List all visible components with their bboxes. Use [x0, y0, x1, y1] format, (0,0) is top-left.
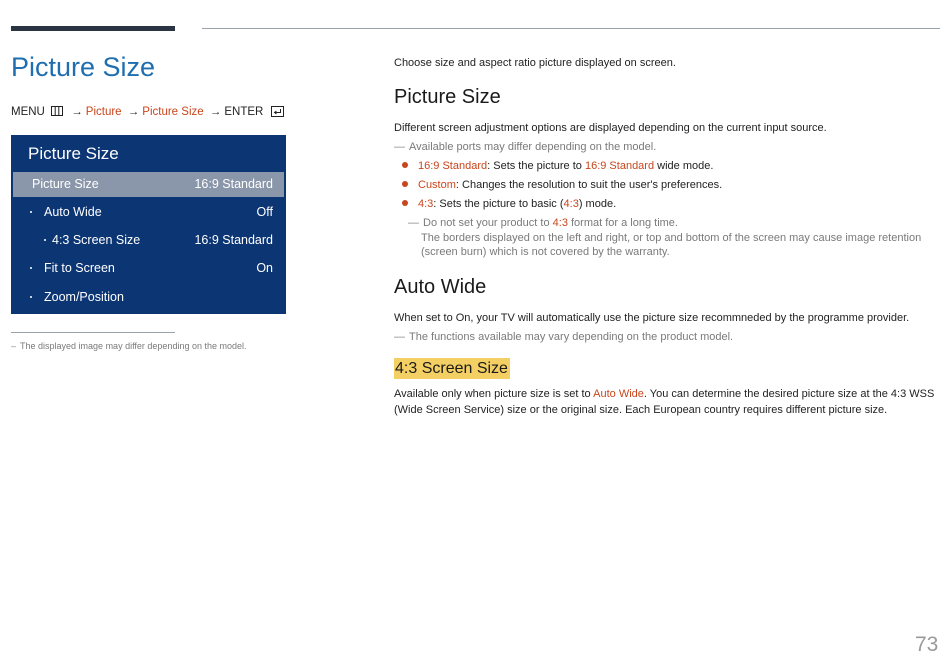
- section-heading-auto-wide: Auto Wide: [394, 276, 487, 298]
- section-heading-picture-size: Picture Size: [394, 86, 501, 108]
- term: 16:9 Standard: [584, 160, 655, 172]
- term: 4:3: [563, 198, 579, 210]
- osd-menu-panel: [11, 135, 286, 314]
- breadcrumb-picture: Picture: [85, 106, 122, 118]
- osd-item-label: Auto Wide: [44, 205, 102, 219]
- page-number: 73: [915, 633, 939, 656]
- top-accent-bar: [11, 26, 175, 31]
- osd-title: Picture Size: [28, 144, 119, 163]
- footnote-divider: [11, 332, 175, 333]
- breadcrumb-arrow: →: [209, 106, 222, 118]
- section-heading-4-3-screen-size: 4:3 Screen Size: [395, 360, 508, 377]
- osd-item-zoom-position[interactable]: [11, 285, 286, 310]
- section-desc: [394, 386, 942, 418]
- bullet-dot-icon: [30, 296, 32, 298]
- bullet-icon: [402, 181, 408, 187]
- breadcrumb-arrow: →: [127, 106, 140, 118]
- section-note: — Available ports may differ depending on the model.: [394, 141, 657, 153]
- bullet-dot-icon: [30, 211, 32, 213]
- bullet-dot-icon: [30, 267, 32, 269]
- section-note: — The functions available may vary depending on the product model.: [394, 331, 734, 343]
- osd-item-4-3-screen-size[interactable]: [11, 228, 286, 253]
- enter-icon: [271, 106, 284, 117]
- term: 4:3: [552, 217, 568, 229]
- bullet-item: [418, 177, 938, 193]
- warning-note-detail: The borders displayed on the left and right, or top and bottom of the screen may cause image retention (screen burn) which is not covered by the warranty.: [421, 232, 922, 258]
- top-divider: [202, 28, 940, 29]
- term: 4:3: [418, 198, 434, 210]
- bullet-text: : Sets the picture to: [487, 160, 585, 172]
- bullet-item: [418, 196, 938, 212]
- osd-item-label: Picture Size: [32, 177, 99, 191]
- breadcrumb: [11, 106, 284, 118]
- note-text: Available ports may differ depending on the model.: [409, 141, 657, 153]
- bullet-text: ) mode.: [578, 198, 617, 210]
- footnote: – The displayed image may differ depending on the model.: [11, 341, 247, 351]
- breadcrumb-menu: MENU: [11, 106, 45, 118]
- note-text: Do not set your product to: [423, 217, 553, 229]
- bullet-icon: [402, 200, 408, 206]
- footnote-text: The displayed image may differ depending on the model.: [20, 341, 247, 351]
- bullet-text: : Sets the picture to basic (: [433, 198, 564, 210]
- osd-item-fit-to-screen[interactable]: [11, 256, 286, 281]
- osd-item-label: Zoom/Position: [44, 290, 124, 304]
- intro-text: Choose size and aspect ratio picture displayed on screen.: [394, 57, 676, 69]
- menu-icon: [51, 106, 63, 116]
- osd-item-value: 16:9 Standard: [194, 177, 273, 191]
- desc-text: Available only when picture size is set to: [394, 388, 594, 400]
- note-text: The functions available may vary depending on the product model.: [409, 331, 734, 343]
- osd-item-value: 16:9 Standard: [194, 233, 273, 247]
- osd-item-picture-size[interactable]: [13, 172, 284, 197]
- osd-item-value: On: [256, 261, 273, 275]
- warning-note: — Do not set your product to 4:3 format for a long time.: [408, 217, 678, 229]
- osd-item-value: Off: [256, 205, 273, 219]
- section-desc: Different screen adjustment options are displayed depending on the current input source.: [394, 122, 827, 134]
- osd-item-label: Fit to Screen: [44, 261, 115, 275]
- term: Custom: [418, 179, 456, 191]
- bullet-text: : Changes the resolution to suit the user's preferences.: [455, 179, 723, 191]
- bullet-dot-icon: [44, 239, 46, 241]
- desc-text: . You can determine the desired picture size at the 4:3 WSS (Wide Screen Service) size or the original size. Each European country requires different picture size.: [394, 388, 935, 416]
- breadcrumb-arrow: →: [71, 106, 83, 118]
- breadcrumb-enter: ENTER: [224, 106, 264, 118]
- osd-item-label: 4:3 Screen Size: [52, 233, 141, 247]
- note-text: format for a long time.: [567, 217, 678, 229]
- section-desc: When set to On, your TV will automatically use the picture size recommneded by the programme provider.: [394, 312, 910, 324]
- breadcrumb-picture-size: Picture Size: [142, 106, 204, 118]
- osd-item-auto-wide[interactable]: [11, 200, 286, 225]
- bullet-icon: [402, 162, 408, 168]
- term: Auto Wide: [593, 388, 644, 400]
- term: 16:9 Standard: [418, 160, 488, 172]
- page-title: Picture Size: [11, 52, 156, 82]
- bullet-item: [418, 158, 938, 174]
- bullet-text: wide mode.: [654, 160, 714, 172]
